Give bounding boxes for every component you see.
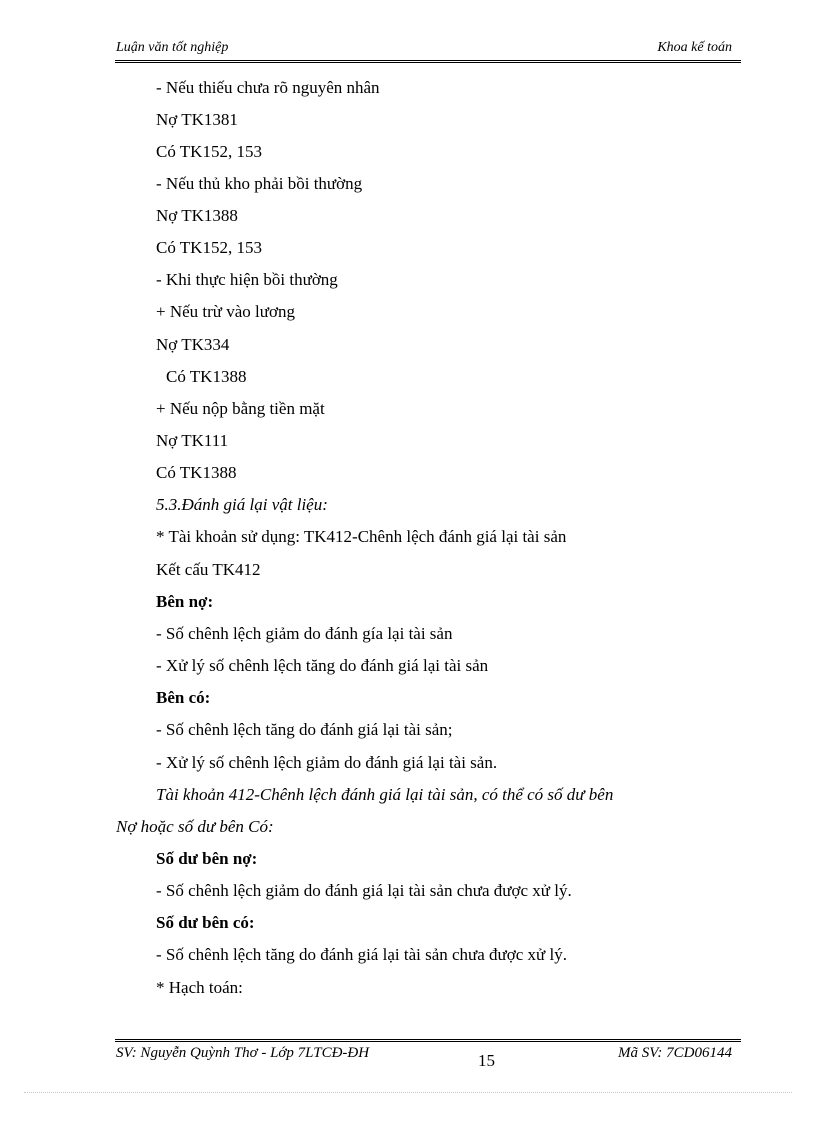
body-line: Có TK152, 153 — [156, 238, 262, 257]
body-line: - Xử lý số chênh lệch giảm do đánh giá lại tài sản. — [156, 753, 498, 772]
section-heading: 5.3.Đánh giá lại vật liệu: — [156, 495, 328, 514]
body-line: * Hạch toán: — [156, 978, 243, 997]
body-line: Nợ TK1381 — [156, 110, 238, 129]
subheading: Bên có: — [156, 688, 211, 707]
header-rule — [115, 60, 741, 63]
body-line: + Nếu nộp bằng tiền mặt — [156, 399, 325, 418]
page-number: 15 — [478, 1051, 495, 1070]
body-line: - Nếu thủ kho phải bồi thường — [156, 174, 363, 193]
body-line: - Số chênh lệch tăng do đánh giá lại tài sản chưa được xử lý. — [156, 945, 567, 964]
running-header-right: Khoa kế toán — [657, 40, 732, 55]
body-line: Nợ hoặc số dư bên Có: — [116, 817, 274, 836]
page-edge-dots — [24, 1092, 792, 1093]
body-line: * Tài khoản sử dụng: TK412-Chênh lệch đánh giá lại tài sản — [156, 527, 567, 546]
body-line: Nợ TK111 — [156, 431, 229, 450]
body-line: Có TK1388 — [166, 367, 247, 386]
body-line: - Xử lý số chênh lệch tăng do đánh giá lại tài sản — [156, 656, 489, 675]
footer-student: SV: Nguyễn Quỳnh Thơ - Lớp 7LTCĐ-ĐH — [116, 1045, 370, 1061]
body-line: - Nếu thiếu chưa rõ nguyên nhân — [156, 78, 380, 97]
footer-rule — [115, 1039, 741, 1042]
body-line: - Khi thực hiện bồi thường — [156, 270, 338, 289]
body-line: Nợ TK1388 — [156, 206, 238, 225]
footer-student-id: Mã SV: 7CD06144 — [617, 1045, 732, 1061]
body-line: Tài khoản 412-Chênh lệch đánh giá lại tài sản, có thể có số dư bên — [156, 785, 614, 804]
body-line: - Số chênh lệch tăng do đánh giá lại tài sản; — [156, 720, 453, 739]
running-header-left: Luận văn tốt nghiệp — [116, 40, 229, 55]
subheading: Bên nợ: — [156, 592, 214, 611]
body-line: Có TK152, 153 — [156, 142, 262, 161]
body-line: - Số chênh lệch giảm do đánh gía lại tài sản — [156, 624, 453, 643]
body-line: Nợ TK334 — [156, 335, 230, 354]
body-line: Có TK1388 — [156, 463, 237, 482]
body-line: + Nếu trừ vào lương — [156, 302, 295, 321]
body-line: Kết cấu TK412 — [156, 560, 261, 579]
subheading: Số dư bên nợ: — [156, 849, 258, 868]
body-line: - Số chênh lệch giảm do đánh giá lại tài sản chưa được xử lý. — [156, 881, 572, 900]
subheading: Số dư bên có: — [156, 913, 255, 932]
